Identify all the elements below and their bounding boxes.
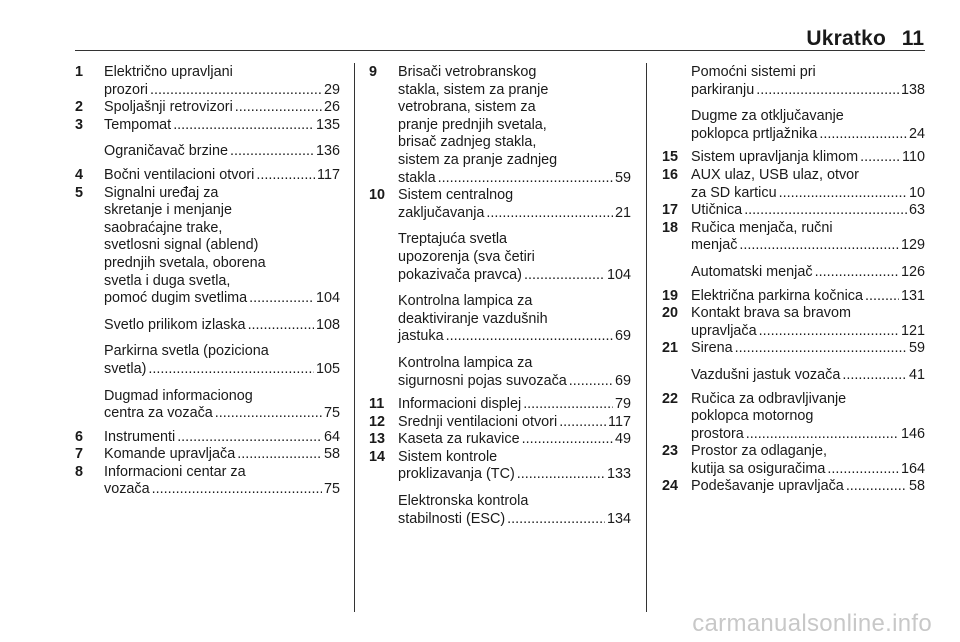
entry-number: 1 (75, 64, 84, 80)
index-entry (369, 355, 631, 390)
entry-text: skretanje i menjanje (104, 202, 232, 219)
entry-text: Treptajuća svetla (398, 231, 508, 248)
index-entry (662, 305, 925, 340)
entry-number: 10 (369, 187, 386, 204)
entry-text: svetlosni signal (ablend) (104, 237, 259, 254)
index-entry (369, 64, 631, 187)
index-entry (75, 167, 340, 185)
page-reference: 135 (315, 116, 340, 133)
entry-number: 22 (662, 390, 679, 407)
dot-leader (559, 414, 606, 432)
dot-leader (865, 288, 899, 306)
entry-text: saobraćajne trake, (104, 219, 223, 236)
dot-leader (756, 82, 899, 100)
index-entry (369, 231, 631, 284)
entry-text: sigurnosni pojas suvozača (398, 372, 567, 389)
entry-text: Kontrolna lampica za (398, 293, 533, 310)
page-reference: 59 (908, 340, 925, 357)
page-reference: 133 (606, 466, 631, 483)
page-reference: 24 (908, 125, 925, 142)
dot-leader (177, 429, 322, 447)
page-reference: 79 (614, 396, 631, 413)
dot-leader (256, 167, 315, 185)
entry-text: svetla) (104, 360, 147, 377)
entry-text: Kontakt brava sa bravom (691, 305, 851, 322)
page-reference: 58 (908, 478, 925, 495)
entry-text: Dugmad informacionog (104, 387, 253, 404)
dot-leader (507, 511, 605, 529)
page-reference: 29 (323, 81, 340, 98)
entry-text: Podešavanje upravljača (691, 478, 844, 495)
entry-text: Komande upravljača (104, 446, 236, 463)
entry-text: Vazdušni jastuk vozača (691, 366, 841, 383)
index-entry (662, 288, 925, 306)
page-reference: 108 (315, 316, 340, 333)
entry-text: za SD karticu (691, 184, 777, 201)
entry-number: 12 (369, 413, 386, 430)
entry-text: Bočni ventilacioni otvori (104, 166, 255, 183)
entry-number: 21 (662, 340, 679, 357)
entry-text: zaključavanja (398, 204, 485, 221)
entry-text: deaktiviranje vazdušnih (398, 310, 548, 327)
page-reference: 59 (614, 169, 631, 186)
entry-number: 6 (75, 428, 84, 445)
page-reference: 126 (900, 263, 925, 280)
dot-leader (152, 481, 322, 499)
page-reference: 105 (315, 360, 340, 377)
entry-text: Elektronska kontrola (398, 493, 529, 510)
dot-leader (569, 373, 613, 391)
index-entry (369, 493, 631, 528)
page-reference: 69 (614, 328, 631, 345)
entry-number: 4 (75, 166, 84, 183)
dot-leader (827, 461, 899, 479)
page-reference: 146 (900, 425, 925, 442)
page-reference: 49 (614, 431, 631, 448)
dot-leader (842, 367, 907, 385)
entry-number: 19 (662, 287, 679, 304)
entry-text: Kontrolna lampica za (398, 354, 533, 371)
entry-text: menjač (691, 237, 738, 254)
entry-text: Automatski menjač (691, 263, 813, 280)
entry-text: stabilnosti (ESC) (398, 510, 506, 527)
page-reference: 117 (608, 413, 631, 430)
page-reference: 21 (614, 204, 631, 221)
page-reference: 64 (323, 428, 340, 445)
dot-leader (517, 466, 605, 484)
entry-text: brisač zadnjeg stakla, (398, 134, 537, 151)
entry-text: Sistem kontrole (398, 448, 498, 465)
index-entry (662, 478, 925, 496)
entry-number: 24 (662, 478, 679, 495)
index-entry (662, 167, 925, 202)
page-reference: 69 (614, 372, 631, 389)
index-entry (662, 340, 925, 358)
dot-leader (230, 143, 314, 161)
entry-text: Svetlo prilikom izlaska (104, 316, 246, 333)
entry-text: svetla i duga svetla, (104, 272, 231, 289)
entry-number: 2 (75, 99, 84, 116)
entry-text: jastuka (398, 328, 444, 345)
index-entry (75, 464, 340, 499)
index-entry (75, 99, 340, 117)
entry-text: Ručica menjača, ručni (691, 219, 833, 236)
entry-number: 18 (662, 219, 679, 236)
page-reference: 10 (908, 184, 925, 201)
page-reference: 63 (908, 202, 925, 219)
index-entry (662, 202, 925, 220)
section-title: Ukratko (806, 27, 886, 50)
dot-leader (237, 446, 322, 464)
column-divider (646, 63, 647, 612)
index-entry (369, 396, 631, 414)
entry-text: pokazivača pravca) (398, 266, 522, 283)
dot-leader (148, 361, 314, 379)
entry-number: 14 (369, 448, 386, 465)
dot-leader (173, 117, 314, 135)
entry-text: Ručica za odbravljivanje (691, 390, 847, 407)
entry-text: Instrumenti (104, 428, 176, 445)
index-entry (75, 117, 340, 135)
page-reference: 136 (315, 143, 340, 160)
entry-text: Informacioni centar za (104, 463, 246, 480)
dot-leader (735, 340, 907, 358)
dot-leader (819, 126, 907, 144)
index-entry (369, 187, 631, 222)
index-entry (369, 293, 631, 346)
page-reference: 104 (315, 290, 340, 307)
entry-text: Pomoćni sistemi pri (691, 64, 816, 80)
page-reference: 104 (606, 266, 631, 283)
entry-text: poklopca motornog (691, 408, 814, 425)
index-entry (662, 367, 925, 385)
page-reference: 75 (323, 405, 340, 422)
index-entry (75, 317, 340, 335)
dot-leader (524, 267, 605, 285)
dot-leader (150, 82, 322, 100)
entry-text: stakla, sistem za pranje (398, 81, 549, 98)
page-reference: 41 (908, 366, 925, 383)
index-entry (75, 143, 340, 161)
dot-leader (249, 290, 314, 308)
entry-text: Sirena (691, 340, 733, 357)
index-entry (369, 449, 631, 484)
entry-text: Signalni uređaj za (104, 184, 219, 201)
entry-text: proklizavanja (TC) (398, 466, 515, 483)
entry-text: parkiranju (691, 81, 755, 98)
entry-number: 15 (662, 149, 679, 166)
index-entry (662, 220, 925, 255)
dot-leader (248, 317, 314, 335)
page-reference: 110 (902, 149, 925, 166)
entry-text: Prostor za odlaganje, (691, 443, 827, 460)
entry-text: kutija sa osiguračima (691, 460, 826, 477)
dot-leader (522, 431, 613, 449)
entry-number: 7 (75, 446, 84, 463)
dot-leader (779, 185, 907, 203)
dot-leader (215, 405, 322, 423)
entry-number: 11 (369, 396, 385, 413)
index-entry (75, 64, 340, 99)
entry-text: Parkirna svetla (poziciona (104, 343, 269, 360)
entry-text: centra za vozača (104, 405, 213, 422)
entry-text: vetrobrana, sistem za (398, 99, 536, 116)
entry-text: prednjih svetala, oborena (104, 254, 266, 271)
index-column-2 (369, 64, 631, 528)
dot-leader (860, 149, 900, 167)
entry-text: Električno upravljani (104, 64, 233, 80)
dot-leader (739, 237, 899, 255)
index-entry (369, 431, 631, 449)
entry-text: prozori (104, 81, 148, 98)
index-entry (662, 108, 925, 143)
entry-number: 16 (662, 166, 679, 183)
page-reference: 75 (323, 481, 340, 498)
page-number: 11 (901, 27, 924, 50)
entry-text: prostora (691, 425, 744, 442)
entry-number: 9 (369, 64, 378, 80)
dot-leader (746, 426, 899, 444)
page-reference: 117 (317, 166, 340, 183)
header-divider (75, 50, 925, 51)
entry-text: Srednji ventilacioni otvori (398, 413, 558, 430)
entry-number: 20 (662, 305, 679, 322)
page-reference: 131 (900, 287, 925, 304)
entry-number: 17 (662, 202, 679, 219)
entry-number: 3 (75, 116, 84, 133)
dot-leader (846, 478, 907, 496)
entry-text: sistem za pranje zadnjeg (398, 151, 558, 168)
dot-leader (438, 170, 613, 188)
entry-number: 23 (662, 443, 679, 460)
index-entry (662, 443, 925, 478)
page-reference: 121 (900, 322, 925, 339)
page-reference: 138 (900, 81, 925, 98)
dot-leader (486, 205, 613, 223)
entry-text: Utičnica (691, 202, 743, 219)
entry-text: AUX ulaz, USB ulaz, otvor (691, 166, 859, 183)
entry-text: vozača (104, 481, 150, 498)
entry-text: Informacioni displej (398, 396, 522, 413)
index-entry (75, 185, 340, 308)
entry-text: stakla (398, 169, 436, 186)
dot-leader (815, 264, 899, 282)
entry-text: poklopca prtljažnika (691, 125, 818, 142)
column-divider (354, 63, 355, 612)
page-reference: 129 (900, 237, 925, 254)
entry-text: upravljača (691, 322, 757, 339)
entry-number: 5 (75, 184, 84, 201)
entry-text: Brisači vetrobranskog (398, 64, 537, 80)
dot-leader (744, 202, 907, 220)
index-entry (75, 343, 340, 378)
entry-text: pranje prednjih svetala, (398, 116, 547, 133)
index-entry (662, 149, 925, 167)
index-entry (662, 264, 925, 282)
entry-number: 8 (75, 463, 84, 480)
watermark: carmanualsonline.info (692, 610, 932, 637)
dot-leader (235, 99, 322, 117)
entry-text: Dugme za otključavanje (691, 108, 844, 125)
index-entry (75, 429, 340, 447)
entry-text: Električna parkirna kočnica (691, 287, 863, 304)
page-reference: 58 (323, 446, 340, 463)
entry-text: Sistem upravljanja klimom (691, 149, 859, 166)
entry-text: Kaseta za rukavice (398, 431, 520, 448)
entry-text: upozorenja (sva četiri (398, 248, 535, 265)
index-entry (369, 414, 631, 432)
index-column-1 (75, 64, 340, 499)
index-entry (75, 388, 340, 423)
entry-text: Sistem centralnog (398, 187, 514, 204)
entry-text: Tempomat (104, 116, 172, 133)
index-entry (662, 64, 925, 99)
index-entry (75, 446, 340, 464)
entry-text: Ograničavač brzine (104, 143, 228, 160)
dot-leader (446, 328, 613, 346)
dot-leader (523, 396, 613, 414)
page-reference: 26 (323, 99, 340, 116)
index-column-3 (662, 64, 925, 496)
index-entry (662, 391, 925, 444)
dot-leader (759, 323, 899, 341)
page-reference: 164 (900, 460, 925, 477)
entry-text: pomoć dugim svetlima (104, 290, 248, 307)
entry-text: Spoljašnji retrovizori (104, 99, 233, 116)
entry-number: 13 (369, 431, 386, 448)
page-reference: 134 (606, 510, 631, 527)
